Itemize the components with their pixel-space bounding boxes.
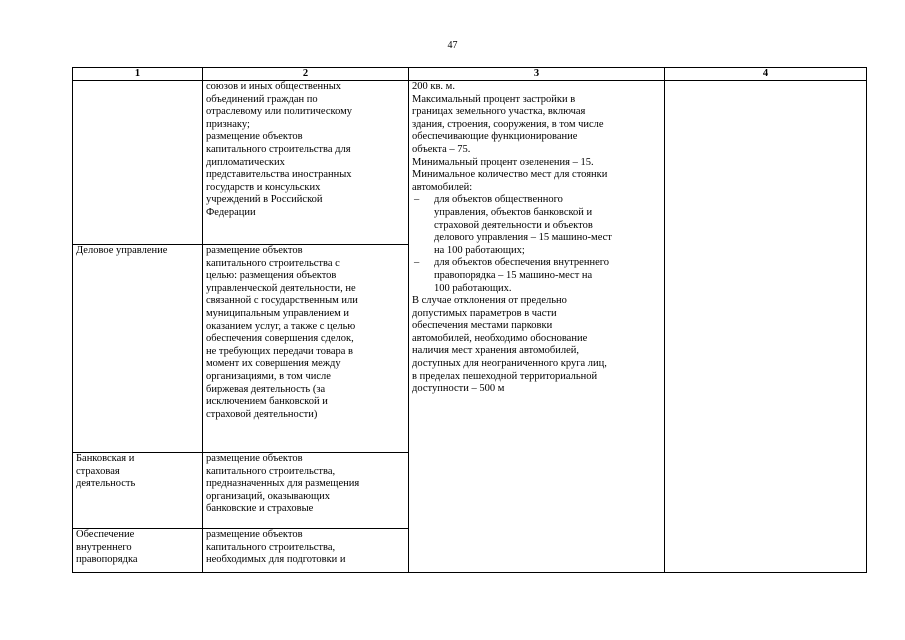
header-col-2: 2 [203,68,409,81]
param-deviation-note: В случае отклонения от предельно допустимых параметров в части обеспечения местами парковки автомобилей, необходимо обоснование наличия мест хранения автомобилей, доступных для неограниченного круга лиц, в пределах пешеходной территориальной доступности – 500 м [412,295,607,395]
use-description-cell: союзов и иных общественных объединений граждан по отраслевому или политическому признаку; размещение объектов капитального строительства для дипломатических представительства иностранных государств и консульских учреждений в Российской Федерации [203,81,409,245]
list-item: – для объектов обеспечения внутреннего правопорядка – 15 машино-мест на 100 работающих. [412,257,661,295]
zoning-table [72,67,867,573]
column-4-cell [665,81,867,573]
header-row [73,68,867,81]
header-col-3: 3 [409,68,665,81]
header-col-4: 4 [665,68,867,81]
param-max-coverage: Максимальный процент застройки в границах земельного участка, включая здания, строения, сооружения, в том числе обеспечивающие функционирование объекта – 75. [412,93,604,155]
param-parking-title: Минимальное количество мест для стоянки автомобилей: [412,169,608,193]
page-number: 47 [447,40,458,51]
table-row [73,81,867,245]
param-area: 200 кв. м. [412,81,455,92]
use-description-cell: размещение объектов капитального строительства, необходимых для подготовки и [203,529,409,573]
parameters-cell [409,81,665,573]
use-name-cell: Деловое управление [73,245,203,453]
list-item: – для объектов общественного управления, объектов банковской и страховой деятельности и объектов делового управления – 15 машино-мест на 100 работающих; [412,194,661,257]
use-name-cell: Обеспечение внутреннего правопорядка [73,529,203,573]
use-description-cell: размещение объектов капитального строительства с целью: размещения объектов управленческой деятельности, не связанной с государственным или муниципальным управлением и оказанием услуг, а также с целью обеспечения совершения сделок, не требующих передачи товара в момент их совершения между организациями, в том числе биржевая деятельность (за исключением банковской и страховой деятельности) [203,245,409,453]
use-name-cell: Банковская и страховая деятельность [73,453,203,529]
parking-list [412,194,661,295]
use-description-cell: размещение объектов капитального строительства, предназначенных для размещения организаций, оказывающих банковские и страховые [203,453,409,529]
param-min-greenery: Минимальный процент озеленения – 15. [412,156,594,168]
use-name-cell [73,81,203,245]
header-col-1: 1 [73,68,203,81]
